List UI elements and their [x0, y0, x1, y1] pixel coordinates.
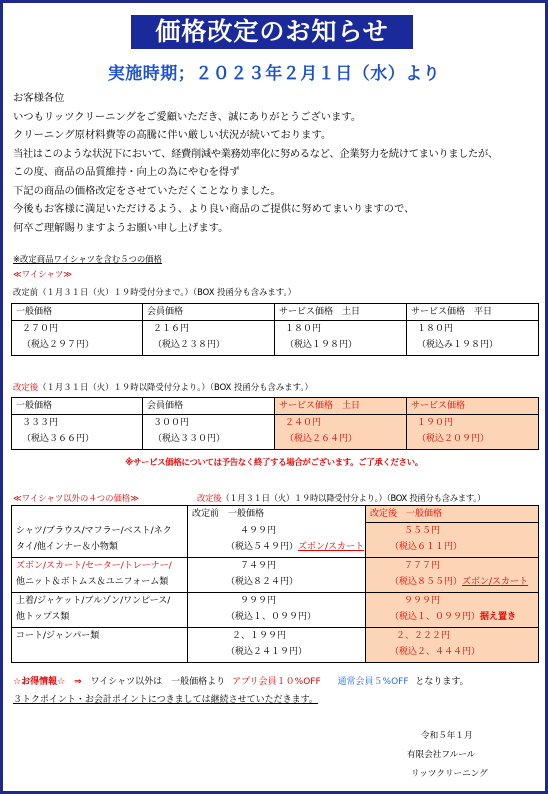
notice-body — [13, 89, 543, 237]
body-line: 今後もお客様に満足いただけるよう、より良い商品のご提供に努めてまいりますので、 — [13, 203, 415, 215]
table-row — [12, 627, 539, 662]
service-price-note: ※サービス価格については予告なく終了する場合がございます。ご了承ください。 — [125, 457, 423, 467]
price: ２７０円 — [22, 324, 59, 334]
otoku-text: ワイシャツ以外は 一般価格より — [90, 677, 226, 687]
price: ２、１９９円 — [232, 630, 287, 641]
item-name: ズボン/スカート/セーター/トレーナー/ — [16, 560, 172, 571]
point-note: ３トクポイント・お会計ポイントにつきましては継続させていただきます。 — [13, 695, 318, 705]
body-line: 当社はこのような状況下において、経費削減や業務効率化に努めるなど、企業努力を続けてまいりましたが、 — [13, 147, 498, 160]
item-name: シャツ/ブラウス/マフラー/ベスト/ネク — [16, 525, 172, 536]
price-tax: （税込２０９円） — [417, 434, 490, 444]
body-line: クリーニング原材料費等の高騰に伴い厳しい状況が続いております。 — [13, 129, 332, 141]
header-cell: サービス価格 土日 — [275, 304, 407, 321]
greeting: お客様各位 — [13, 92, 65, 104]
store-name: リッツクリーニング — [411, 769, 488, 779]
price-tax: （税込み１９８円） — [417, 340, 499, 350]
header-cell: 会員価格 — [143, 398, 275, 415]
price: ５５５円 — [404, 526, 441, 536]
price-tax: （税込２４１９円） — [226, 646, 308, 657]
regular-discount: 通常会員５%OFF — [337, 677, 409, 687]
page-title: 価格改定のお知らせ — [131, 15, 413, 49]
otoku-label: ☆お得情報☆ ⇒ — [13, 677, 82, 687]
table-header-row — [12, 398, 539, 415]
price: ７７７円 — [404, 560, 441, 571]
header-cell: サービス価格 土日 — [275, 398, 407, 415]
table-header-row — [12, 304, 539, 321]
footer-date: 令和５年１月 — [421, 731, 473, 741]
after-caption — [13, 381, 313, 393]
price-tax: （税込２６４円） — [285, 434, 358, 444]
item-name: 他トップス類 — [16, 611, 70, 622]
price: ２４０円 — [285, 418, 322, 428]
other-section-label: ≪ワイシャツ以外の４つの価格≫ — [13, 493, 139, 503]
app-discount: アプリ会員１０%OFF — [232, 677, 321, 687]
other-price-table — [11, 505, 539, 663]
header-cell: 一般価格 — [12, 398, 143, 415]
price: １９０円 — [417, 418, 454, 428]
item-note: ズボン/スカート — [298, 541, 365, 552]
price: ９９９円 — [240, 595, 277, 606]
revision-note: ※改定商品ワイシャツを含む５つの価格 — [13, 254, 162, 264]
header-cell: サービス価格 平日 — [407, 304, 539, 321]
header-cell: 会員価格 — [143, 304, 275, 321]
price-tax: （税込８２４円） — [226, 576, 299, 587]
table-row — [12, 557, 539, 592]
price-tax: （税込１、０９９円） — [390, 611, 481, 622]
table-header-row — [12, 506, 539, 523]
otoku-info — [13, 674, 469, 687]
table-row — [12, 321, 539, 356]
body-line: 何卒ご理解賜りますようお願い申し上げます。 — [13, 221, 229, 234]
shirt-after-table — [11, 397, 539, 450]
price: １８０円 — [285, 324, 322, 334]
item-name: 上着/ジャケット/ブルゾン/ワンピース/ — [16, 595, 171, 606]
header-cell: サービス価格 — [407, 398, 539, 415]
price-tax: （税込３６６円） — [22, 434, 95, 444]
table-row — [12, 592, 539, 627]
after-label: 改定後 — [197, 493, 222, 503]
shirt-section-label: ≪ワイシャツ≫ — [13, 269, 72, 279]
price-tax: （税込６１１円） — [390, 542, 463, 552]
table-row — [12, 523, 539, 558]
price: ９９９円 — [404, 595, 441, 606]
company-name: 有限会社フルール — [407, 750, 476, 760]
otoku-text-end: となります。 — [415, 677, 469, 687]
body-line: 下記の商品の価格改定をさせていただくことなりました。 — [13, 184, 281, 197]
price: ３００円 — [153, 418, 190, 428]
price: １８０円 — [417, 324, 454, 334]
header-cell: 改定後 一般価格 — [366, 506, 539, 523]
price: ７４９円 — [240, 560, 277, 571]
price-tax: （税込８５５円） — [390, 576, 463, 587]
price: ３３３円 — [22, 418, 59, 428]
price-tax: （税込２３８円） — [153, 340, 226, 350]
price-tax: （税込２、４４４円） — [390, 646, 481, 657]
price: ２１６円 — [153, 324, 190, 334]
item-name: 他ニット＆ボトムス＆ユニフォーム類 — [16, 576, 169, 587]
after-label: 改定後 — [13, 382, 39, 392]
price-tax: （税込１、０９９円） — [226, 611, 317, 622]
table-row — [12, 415, 539, 450]
body-line: いつもリッツクリーニングをご愛顧いただき、誠にありがとうございます。 — [13, 110, 362, 123]
after-caption-text: （１月３１日（火）１９時以降受付分より。）（BOX 投函分も含みます。） — [38, 382, 313, 392]
price-tax: （税込２９７円） — [22, 340, 95, 350]
item-note: 据え置き — [480, 611, 517, 622]
price: ４９９円 — [240, 525, 277, 536]
price-tax: （税込５４９円） — [226, 541, 299, 552]
before-caption: 改定前（１月３１日（火）１９時受付分まで。）（BOX 投函分も含みます。） — [13, 287, 297, 297]
price: ２、２２２円 — [396, 630, 451, 641]
footer — [407, 727, 488, 784]
item-note: ズボン/スカート — [462, 576, 529, 587]
effective-date: 実施時期；２０２３年２月１日（水）より — [107, 64, 441, 84]
header-cell: 一般価格 — [12, 304, 143, 321]
shirt-before-table — [11, 303, 539, 356]
header-cell: 改定前 一般価格 — [188, 506, 366, 523]
after-caption-text: （１月３１日（火）１９時以降受付分より。）（BOX 投函分も含みます。） — [221, 493, 486, 503]
price-tax: （税込１９８円） — [285, 340, 358, 350]
body-line: この度、商品の品質維持・向上の為にやむを得ず — [13, 166, 240, 178]
item-name: タイ/他インナー＆小物類 — [16, 541, 118, 552]
other-after-caption — [197, 492, 485, 504]
item-name: コート/ジャンパー類 — [16, 630, 100, 641]
price-tax: （税込３３０円） — [153, 434, 226, 444]
